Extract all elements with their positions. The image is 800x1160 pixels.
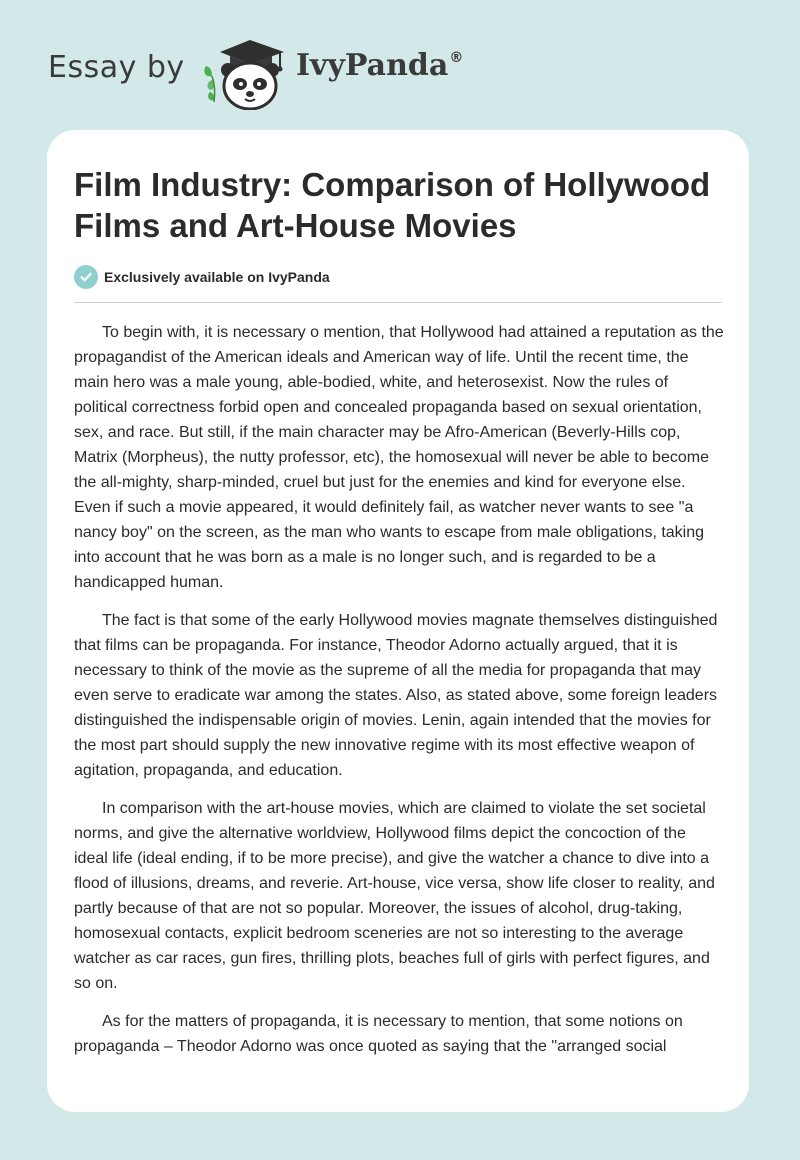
essay-by-label: Essay by <box>48 50 185 85</box>
paragraph: The fact is that some of the early Hollywood movies magnate themselves distinguished that films can be propaganda. For instance, Theodor Adorno actually argued, that it is necessary to think of the movie as the supreme of all the media for propaganda that may even serve to eradicate war among the states. Also, as stated above, some foreign leaders distinguished the indispensable origin of movies. Lenin, again intended that the movies for the most part should supply the new innovative regime with its most effective weapon of agitation, propaganda, and education. <box>74 612 718 779</box>
page-title: Film Industry: Comparison of Hollywood Films and Art-House Movies <box>74 166 711 244</box>
essay-card <box>47 130 749 1112</box>
exclusive-badge <box>74 264 330 290</box>
registered-mark: ® <box>449 50 464 66</box>
panda-logo-icon[interactable] <box>200 36 296 110</box>
essay-body <box>74 320 724 1072</box>
paragraph: As for the matters of propaganda, it is necessary to mention, that some notions on propaganda – Theodor Adorno was once quoted as saying that the "arranged social <box>74 1013 683 1055</box>
paragraph: In comparison with the art-house movies, which are claimed to violate the set societal norms, and give the alternative worldview, Hollywood films depict the concoction of the ideal life (ideal ending, if to be more precise), and give the watcher a chance to dive into a flood of illusions, dreams, and reverie. Art-house, vice versa, show life closer to reality, and partly because of that are not so popular. Moreover, the issues of alcohol, drug-taking, homosexual contacts, explicit bedroom sceneries are not so interesting to the average watcher as car races, gun fires, thrilling plots, beaches full of girls with perfect figures, and so on. <box>74 800 715 992</box>
brand-name[interactable] <box>296 48 463 83</box>
paragraph: To begin with, it is necessary o mention, that Hollywood had attained a reputation as the propagandist of the American ideals and American way of life. Until the recent time, the main hero was a male young, able-bodied, white, and heterosexist. Now the rules of political correctness forbid open and concealed propaganda based on sexual orientation, sex, and race. But still, if the main character may be Afro-American (Beverly-Hills cop, Matrix (Morpheus), the nutty professor, etc), the homosexual will never be able to become the all-mighty, sharp-minded, cruel but just for the enemies and kind for everyone else. Even if such a movie appeared, it would definitely fail, as watcher never wants to see "a nancy boy" on the screen, as the man who wants to escape from male obligations, taking into account that he was born as a male is no longer such, and is regarded to be a handicapped human. <box>74 324 724 591</box>
divider <box>74 302 722 303</box>
brand-label: IvyPanda <box>296 48 449 83</box>
check-icon <box>74 265 98 289</box>
exclusive-label: Exclusively available on IvyPanda <box>104 269 330 285</box>
site-header <box>0 0 800 130</box>
